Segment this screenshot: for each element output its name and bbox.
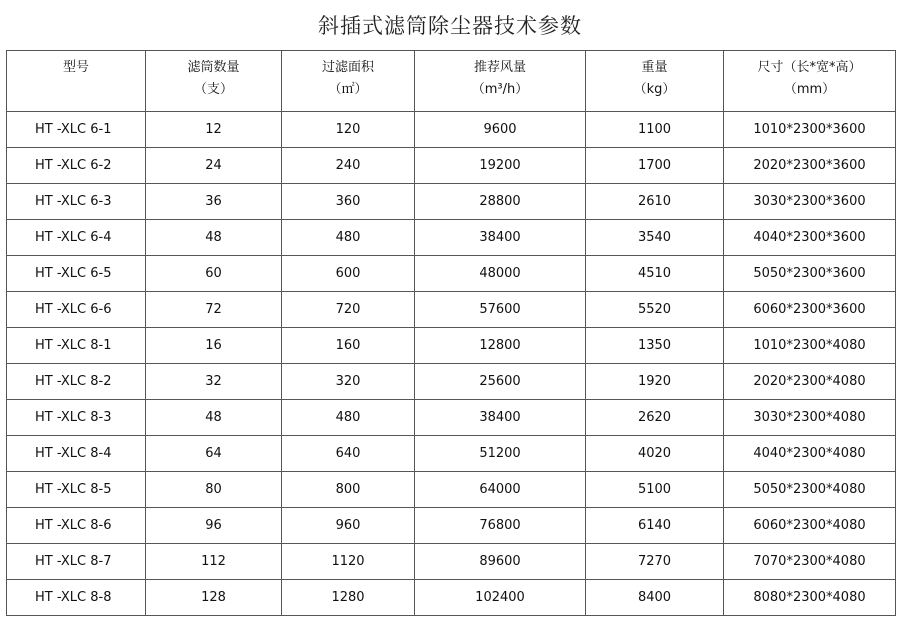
cell-dimensions: 3030*2300*4080 bbox=[724, 400, 896, 436]
cell-dimensions: 4040*2300*4080 bbox=[724, 436, 896, 472]
cell-airflow: 38400 bbox=[415, 220, 586, 256]
cell-filter-area: 320 bbox=[282, 364, 415, 400]
cell-weight: 2620 bbox=[586, 400, 724, 436]
header-row bbox=[7, 51, 896, 112]
cell-airflow: 102400 bbox=[415, 580, 586, 616]
cell-dimensions: 5050*2300*4080 bbox=[724, 472, 896, 508]
cell-filter-count: 60 bbox=[146, 256, 282, 292]
page-title: 斜插式滤筒除尘器技术参数 bbox=[318, 14, 582, 38]
table-row bbox=[7, 364, 896, 400]
cell-filter-count: 80 bbox=[146, 472, 282, 508]
cell-dimensions: 3030*2300*3600 bbox=[724, 184, 896, 220]
cell-weight: 6140 bbox=[586, 508, 724, 544]
cell-airflow: 48000 bbox=[415, 256, 586, 292]
cell-airflow: 89600 bbox=[415, 544, 586, 580]
cell-filter-area: 1120 bbox=[282, 544, 415, 580]
table-row bbox=[7, 400, 896, 436]
cell-filter-count: 64 bbox=[146, 436, 282, 472]
header-weight bbox=[586, 51, 724, 112]
cell-filter-area: 240 bbox=[282, 148, 415, 184]
cell-dimensions: 2020*2300*4080 bbox=[724, 364, 896, 400]
cell-filter-count: 32 bbox=[146, 364, 282, 400]
cell-weight: 5100 bbox=[586, 472, 724, 508]
header-airflow bbox=[415, 51, 586, 112]
cell-airflow: 76800 bbox=[415, 508, 586, 544]
cell-model: HT -XLC 8-6 bbox=[7, 508, 146, 544]
header-dimensions bbox=[724, 51, 896, 112]
table-row bbox=[7, 112, 896, 148]
header-label: 过滤面积 bbox=[321, 60, 374, 75]
cell-filter-area: 600 bbox=[282, 256, 415, 292]
cell-weight: 8400 bbox=[586, 580, 724, 616]
cell-filter-count: 48 bbox=[146, 220, 282, 256]
cell-filter-area: 480 bbox=[282, 400, 415, 436]
cell-airflow: 12800 bbox=[415, 328, 586, 364]
cell-weight: 1700 bbox=[586, 148, 724, 184]
header-unit: （㎡） bbox=[328, 82, 368, 97]
cell-model: HT -XLC 6-2 bbox=[7, 148, 146, 184]
cell-filter-area: 120 bbox=[282, 112, 415, 148]
header-model bbox=[7, 51, 146, 112]
table-row bbox=[7, 256, 896, 292]
header-filter-count bbox=[146, 51, 282, 112]
header-unit: （m³/h） bbox=[471, 82, 529, 97]
table-row bbox=[7, 220, 896, 256]
cell-filter-count: 96 bbox=[146, 508, 282, 544]
cell-filter-count: 16 bbox=[146, 328, 282, 364]
cell-airflow: 57600 bbox=[415, 292, 586, 328]
table-row bbox=[7, 292, 896, 328]
table-row bbox=[7, 472, 896, 508]
cell-filter-count: 24 bbox=[146, 148, 282, 184]
cell-model: HT -XLC 8-7 bbox=[7, 544, 146, 580]
cell-model: HT -XLC 8-2 bbox=[7, 364, 146, 400]
cell-dimensions: 1010*2300*3600 bbox=[724, 112, 896, 148]
cell-filter-area: 800 bbox=[282, 472, 415, 508]
header-filter-area bbox=[282, 51, 415, 112]
table-row bbox=[7, 508, 896, 544]
cell-filter-area: 960 bbox=[282, 508, 415, 544]
table-row bbox=[7, 184, 896, 220]
cell-model: HT -XLC 8-5 bbox=[7, 472, 146, 508]
header-unit: （mm） bbox=[783, 82, 836, 97]
header-label: 推荐风量 bbox=[473, 60, 526, 75]
table-row bbox=[7, 544, 896, 580]
cell-model: HT -XLC 6-3 bbox=[7, 184, 146, 220]
table-row bbox=[7, 436, 896, 472]
cell-airflow: 9600 bbox=[415, 112, 586, 148]
cell-dimensions: 2020*2300*3600 bbox=[724, 148, 896, 184]
cell-model: HT -XLC 6-6 bbox=[7, 292, 146, 328]
cell-airflow: 51200 bbox=[415, 436, 586, 472]
cell-filter-count: 72 bbox=[146, 292, 282, 328]
cell-filter-area: 720 bbox=[282, 292, 415, 328]
cell-dimensions: 6060*2300*3600 bbox=[724, 292, 896, 328]
cell-filter-count: 36 bbox=[146, 184, 282, 220]
cell-dimensions: 8080*2300*4080 bbox=[724, 580, 896, 616]
cell-weight: 5520 bbox=[586, 292, 724, 328]
table-row bbox=[7, 580, 896, 616]
cell-airflow: 64000 bbox=[415, 472, 586, 508]
header-label: 滤筒数量 bbox=[187, 60, 240, 75]
cell-filter-count: 112 bbox=[146, 544, 282, 580]
cell-model: HT -XLC 8-1 bbox=[7, 328, 146, 364]
cell-weight: 2610 bbox=[586, 184, 724, 220]
cell-dimensions: 4040*2300*3600 bbox=[724, 220, 896, 256]
cell-filter-area: 160 bbox=[282, 328, 415, 364]
table-row bbox=[7, 148, 896, 184]
cell-filter-count: 48 bbox=[146, 400, 282, 436]
cell-airflow: 25600 bbox=[415, 364, 586, 400]
cell-filter-count: 12 bbox=[146, 112, 282, 148]
header-label: 重量 bbox=[641, 60, 668, 75]
cell-dimensions: 5050*2300*3600 bbox=[724, 256, 896, 292]
cell-weight: 1350 bbox=[586, 328, 724, 364]
cell-dimensions: 6060*2300*4080 bbox=[724, 508, 896, 544]
cell-filter-area: 1280 bbox=[282, 580, 415, 616]
cell-model: HT -XLC 6-4 bbox=[7, 220, 146, 256]
cell-weight: 1920 bbox=[586, 364, 724, 400]
header-unit: （支） bbox=[193, 82, 233, 97]
cell-filter-count: 128 bbox=[146, 580, 282, 616]
cell-dimensions: 7070*2300*4080 bbox=[724, 544, 896, 580]
cell-weight: 3540 bbox=[586, 220, 724, 256]
cell-model: HT -XLC 6-1 bbox=[7, 112, 146, 148]
cell-weight: 4510 bbox=[586, 256, 724, 292]
cell-filter-area: 480 bbox=[282, 220, 415, 256]
cell-model: HT -XLC 8-3 bbox=[7, 400, 146, 436]
cell-model: HT -XLC 6-5 bbox=[7, 256, 146, 292]
cell-weight: 4020 bbox=[586, 436, 724, 472]
cell-filter-area: 360 bbox=[282, 184, 415, 220]
cell-model: HT -XLC 8-8 bbox=[7, 580, 146, 616]
cell-weight: 1100 bbox=[586, 112, 724, 148]
cell-weight: 7270 bbox=[586, 544, 724, 580]
table-row bbox=[7, 328, 896, 364]
cell-dimensions: 1010*2300*4080 bbox=[724, 328, 896, 364]
cell-airflow: 19200 bbox=[415, 148, 586, 184]
header-label: 型号 bbox=[62, 60, 89, 75]
header-label: 尺寸（长*宽*高） bbox=[757, 60, 862, 75]
cell-airflow: 28800 bbox=[415, 184, 586, 220]
cell-filter-area: 640 bbox=[282, 436, 415, 472]
cell-airflow: 38400 bbox=[415, 400, 586, 436]
header-unit: （kg） bbox=[633, 82, 676, 97]
cell-model: HT -XLC 8-4 bbox=[7, 436, 146, 472]
spec-table bbox=[6, 50, 896, 616]
